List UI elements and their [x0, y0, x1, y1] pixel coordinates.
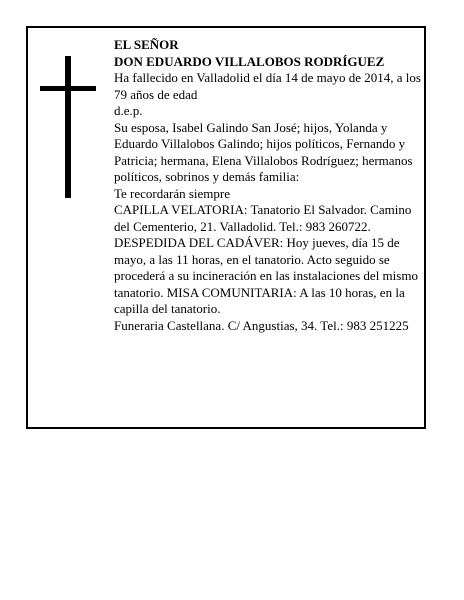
cross-icon: [40, 56, 96, 198]
rip-text: d.e.p.: [114, 103, 143, 118]
obituary-text: [114, 37, 424, 334]
cross-vertical-bar: [65, 56, 71, 198]
deceased-name: DON EDUARDO VILLALOBOS RODRÍGUEZ: [114, 53, 385, 69]
death-statement: Ha fallecido en Valladolid el día 14 de mayo de 2014, a los 79 años de edad: [114, 70, 421, 102]
remembrance-text: Te recordarán siempre: [114, 185, 231, 201]
honorific: EL SEÑOR: [114, 37, 179, 52]
family-list: Su esposa, Isabel Galindo San José; hijos, Yolanda y Eduardo Villalobos Galindo; hijos políticos, Fernando y Patricia; hermana, Elena Villalobos Rodríguez; hermanos políticos, sobrinos y demás familia:: [114, 119, 413, 184]
funeral-home-info: Funeraria Castellana. C/ Angustias, 34. Tel.: 983 251225: [114, 317, 409, 333]
chapel-info: CAPILLA VELATORIA: Tanatorio El Salvador. Camino del Cementerio, 21. Valladolid. Tel.: 983 260722.: [114, 202, 412, 234]
cross-horizontal-bar: [40, 86, 96, 91]
farewell-info: DESPEDIDA DEL CADÁVER: Hoy jueves, día 15 de mayo, a las 11 horas, en el tanatorio. Acto seguido se procederá a su incineración en las instalaciones del mismo tanatorio. MISA COMUNITARIA: A las 10 horas, en la capilla del tanatorio.: [114, 235, 418, 316]
